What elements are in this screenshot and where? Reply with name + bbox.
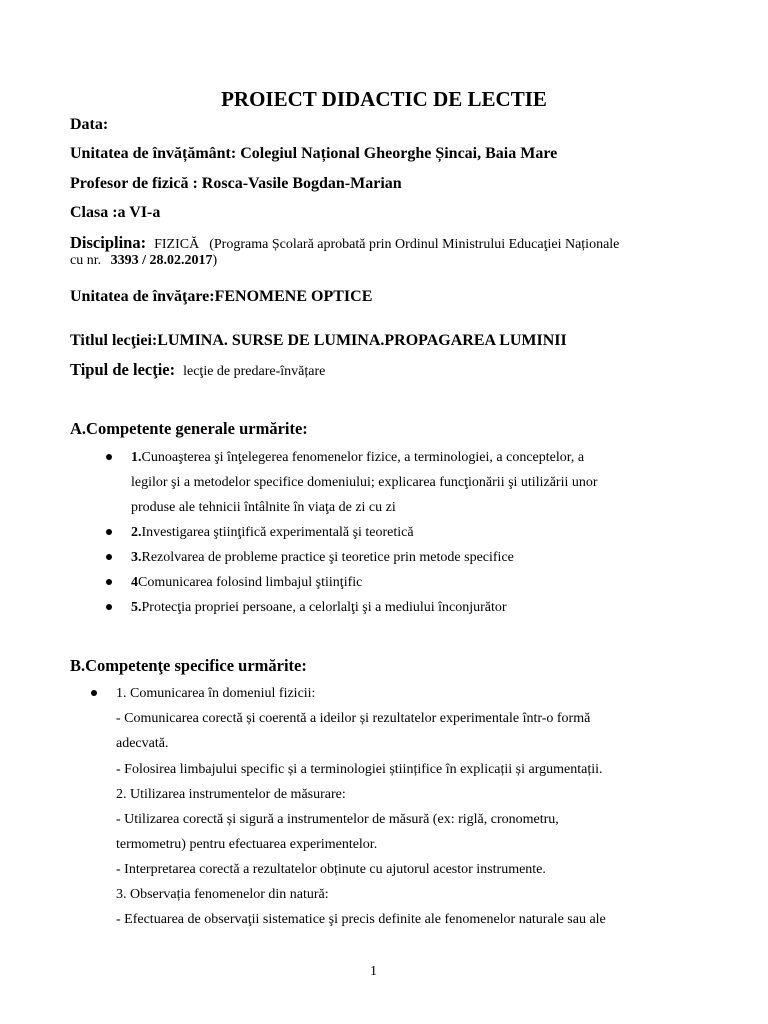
profesor: Profesor de fizică : Rosca-Vasile Bogdan-Marian [70, 175, 402, 192]
item-number: 2. [131, 525, 142, 540]
item-number: 5. [131, 600, 142, 615]
disciplina-note: (Programa Școlară aprobată prin Ordinul Ministrului Educaţiei Naționale [209, 237, 620, 252]
item-text: Rezolvarea de probleme practice şi teoretice prin metode specifice [141, 550, 514, 565]
page-number: 1 [370, 964, 377, 979]
disciplina-name: FIZICĂ [154, 237, 200, 252]
item-number: 3. [131, 550, 142, 565]
competenta-specifica-line: - Utilizarea corectă și sigură a instrumentelor de măsură (ex: riglă, cronometru, [116, 812, 559, 827]
item-text: Comunicarea folosind limbajul ştiinţific [138, 575, 363, 590]
competenta-generala-4 [131, 570, 362, 595]
item-number: 4 [131, 575, 138, 590]
disciplina-nr: 3393 / 28.02.2017 [110, 253, 213, 268]
section-a-heading: A.Competente generale urmărite: [70, 419, 308, 438]
tipul-line [70, 360, 325, 380]
section-b-heading: B.Competenţe specifice urmărite: [70, 656, 307, 675]
competenta-generala-1-line-2: legilor şi a metodelor specifice domeniului; explicarea funcţionării şi utilizării unor [131, 475, 598, 490]
competenta-specifica-line: 1. Comunicarea în domeniul fizicii: [116, 686, 316, 701]
item-text: Investigarea ştiinţifică experimentală şi teoretică [141, 525, 414, 540]
competenta-specifica-line: 3. Observația fenomenelor din natură: [116, 887, 329, 902]
competenta-generala-1-line-3: produse ale tehnicii întâlnite în viaţa de zi cu zi [131, 500, 396, 515]
disciplina-label: Disciplina: [70, 233, 147, 252]
competenta-generala-2 [131, 520, 414, 545]
competenta-specifica-line: - Folosirea limbajului specific și a terminologiei științifice în explicații și argumentații. [116, 762, 603, 777]
unitate-invatare: Unitatea de învăţare:FENOMENE OPTICE [70, 288, 373, 305]
disciplina-nr-prefix: cu nr. [70, 253, 102, 268]
competenta-generala-3 [131, 545, 514, 570]
bullet-icon [106, 454, 112, 460]
bullet-icon [106, 529, 112, 535]
disciplina-note-2 [70, 253, 217, 269]
disciplina-nr-suffix: ) [212, 253, 218, 268]
competenta-specifica-line: 2. Utilizarea instrumentelor de măsurare: [116, 787, 346, 802]
data-label: Data: [70, 116, 109, 133]
bullet-icon [106, 554, 112, 560]
tipul-value: lecţie de predare-învățare [183, 364, 326, 379]
competenta-specifica-line: - Interpretarea corectă a rezultatelor obținute cu ajutorul acestor instrumente. [116, 862, 546, 877]
unitate-invatamant: Unitatea de învățământ: Colegiul Național Gheorghe Șincai, Baia Mare [70, 145, 558, 162]
disciplina-line [70, 233, 619, 253]
tipul-label: Tipul de lecţie: [70, 360, 176, 379]
item-text: Cunoaşterea şi înţelegerea fenomenelor fizice, a terminologiei, a conceptelor, a [141, 450, 585, 465]
competenta-specifica-line: termometru) pentru efectuarea experimentelor. [116, 837, 378, 852]
competenta-specifica-line: - Efectuarea de observaţii sistematice şi precis definite ale fenomenelor naturale sau ale [116, 912, 606, 927]
clasa: Clasa :a VI-a [70, 204, 161, 221]
item-number: 1. [131, 450, 142, 465]
bullet-icon [91, 690, 97, 696]
titlul-lectiei: Titlul lecţiei:LUMINA. SURSE DE LUMINA.PROPAGAREA LUMINII [70, 332, 567, 349]
bullet-icon [106, 579, 112, 585]
competenta-generala-5 [131, 595, 507, 620]
page-title: PROIECT DIDACTIC DE LECTIE [221, 87, 547, 111]
item-text: Protecţia propriei persoane, a celorlalţi şi a mediului înconjurător [141, 600, 507, 615]
competenta-generala-1 [131, 445, 584, 470]
bullet-icon [106, 604, 112, 610]
competenta-specifica-line: adecvată. [116, 736, 169, 751]
competenta-specifica-line: - Comunicarea corectă și coerentă a ideilor și rezultatelor experimentale într-o formă [116, 711, 591, 726]
